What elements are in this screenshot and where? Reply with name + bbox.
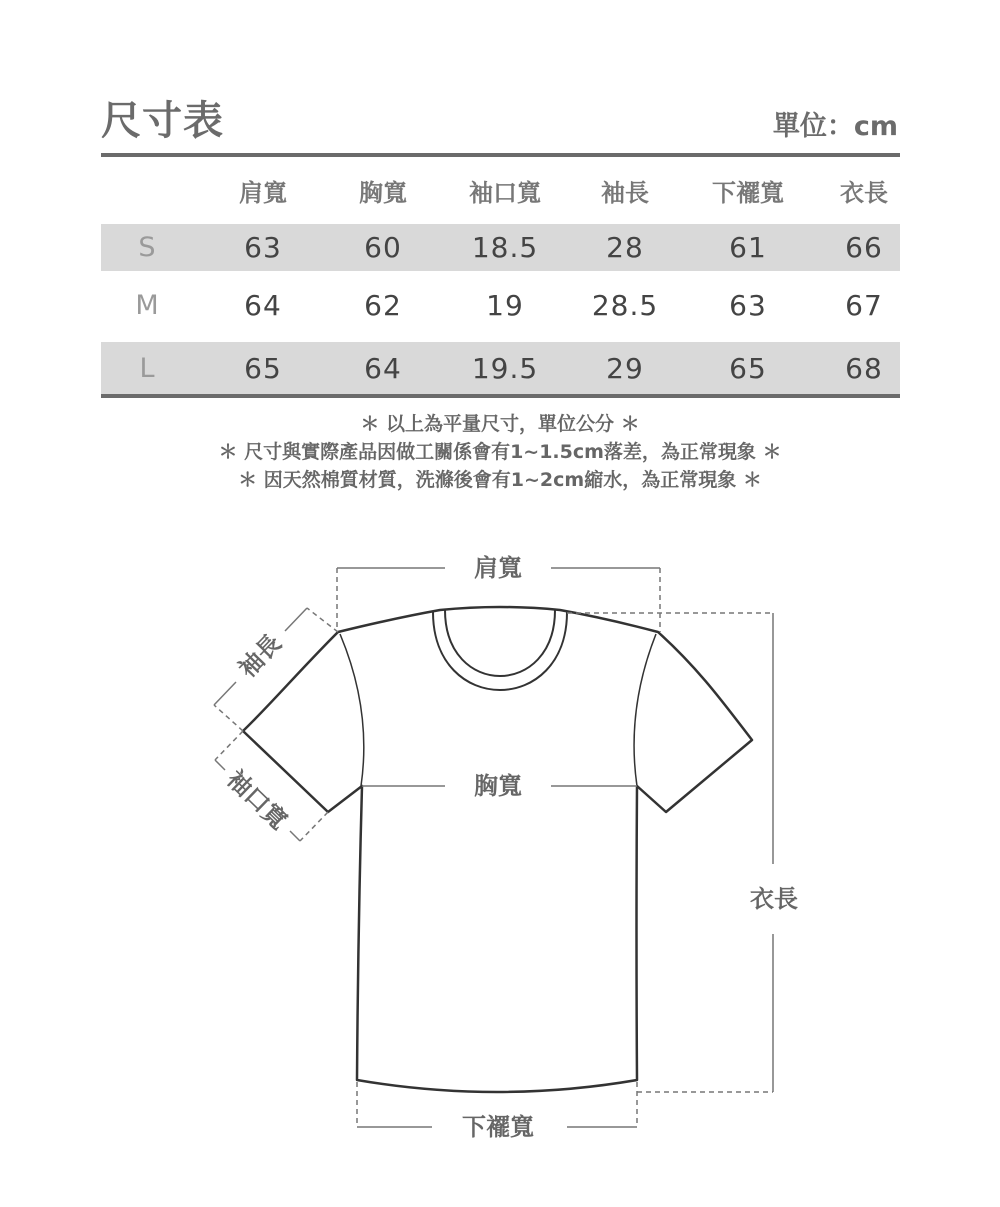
collar-inner bbox=[445, 610, 555, 676]
sleeve-length-guide-bottom bbox=[214, 705, 243, 731]
unit-label: 單位：cm bbox=[772, 111, 898, 142]
table-cell: 62 bbox=[364, 289, 402, 322]
header-body-length: 衣長 bbox=[840, 178, 888, 207]
cuff-width-guide-top bbox=[215, 731, 243, 760]
table-cell: 64 bbox=[244, 289, 282, 322]
table-cell: 19.5 bbox=[471, 351, 539, 385]
table-cell: 64 bbox=[364, 351, 402, 385]
header-hem-width: 下襬寬 bbox=[712, 178, 784, 207]
hem-width-label: 下襬寬 bbox=[462, 1113, 534, 1141]
table-cell: 18.5 bbox=[471, 231, 539, 264]
table-cell: 65 bbox=[729, 351, 767, 385]
table-cell: 63 bbox=[729, 289, 767, 322]
sleeve-length-line-bottom bbox=[214, 682, 236, 705]
table-cell: 68 bbox=[845, 351, 883, 385]
table-cell: 29 bbox=[606, 351, 644, 385]
sleeve-length-line-top bbox=[285, 608, 307, 631]
shoulder-width-label: 肩寬 bbox=[474, 554, 522, 582]
size-label: S bbox=[138, 232, 156, 263]
sleeve-length-guide-top bbox=[307, 608, 338, 632]
table-cell: 61 bbox=[729, 231, 767, 264]
size-label: L bbox=[139, 352, 155, 384]
note-measurement: ＊ 以上為平量尺寸，單位公分 ＊ bbox=[360, 413, 640, 435]
tshirt-outline bbox=[243, 607, 752, 1092]
table-cell: 28 bbox=[606, 231, 644, 264]
table-cell: 60 bbox=[364, 231, 402, 264]
page-title: 尺寸表 bbox=[101, 98, 224, 144]
table-cell: 67 bbox=[845, 289, 883, 322]
header-sleeve-length: 袖長 bbox=[601, 178, 649, 207]
right-armhole-seam bbox=[634, 634, 656, 786]
table-cell: 66 bbox=[845, 231, 883, 264]
size-label: M bbox=[135, 290, 159, 321]
header-shoulder-width: 肩寬 bbox=[239, 178, 287, 207]
table-cell: 63 bbox=[244, 231, 282, 264]
cuff-width-line-top bbox=[215, 760, 225, 770]
note-shrinkage: ＊ 因天然棉質材質，洗滌後會有1~2cm縮水，為正常現象 ＊ bbox=[238, 469, 762, 491]
body-length-label: 衣長 bbox=[750, 885, 798, 913]
chest-width-label: 胸寬 bbox=[474, 772, 522, 800]
table-cell: 65 bbox=[244, 351, 282, 385]
cuff-width-label: 袖口寬 bbox=[221, 764, 293, 836]
cuff-width-line-bottom bbox=[290, 831, 300, 841]
table-cell: 28.5 bbox=[591, 289, 659, 322]
header-cuff-width: 袖口寬 bbox=[469, 178, 541, 207]
collar-outer bbox=[433, 612, 567, 690]
header-chest-width: 胸寬 bbox=[359, 178, 407, 207]
table-cell: 19 bbox=[486, 289, 524, 322]
left-armhole-seam bbox=[340, 634, 364, 786]
note-tolerance: ＊ 尺寸與實際產品因做工關係會有1~1.5cm落差，為正常現象 ＊ bbox=[218, 441, 782, 463]
cuff-width-guide-bottom bbox=[300, 812, 328, 841]
sleeve-length-label: 袖長 bbox=[233, 629, 287, 683]
